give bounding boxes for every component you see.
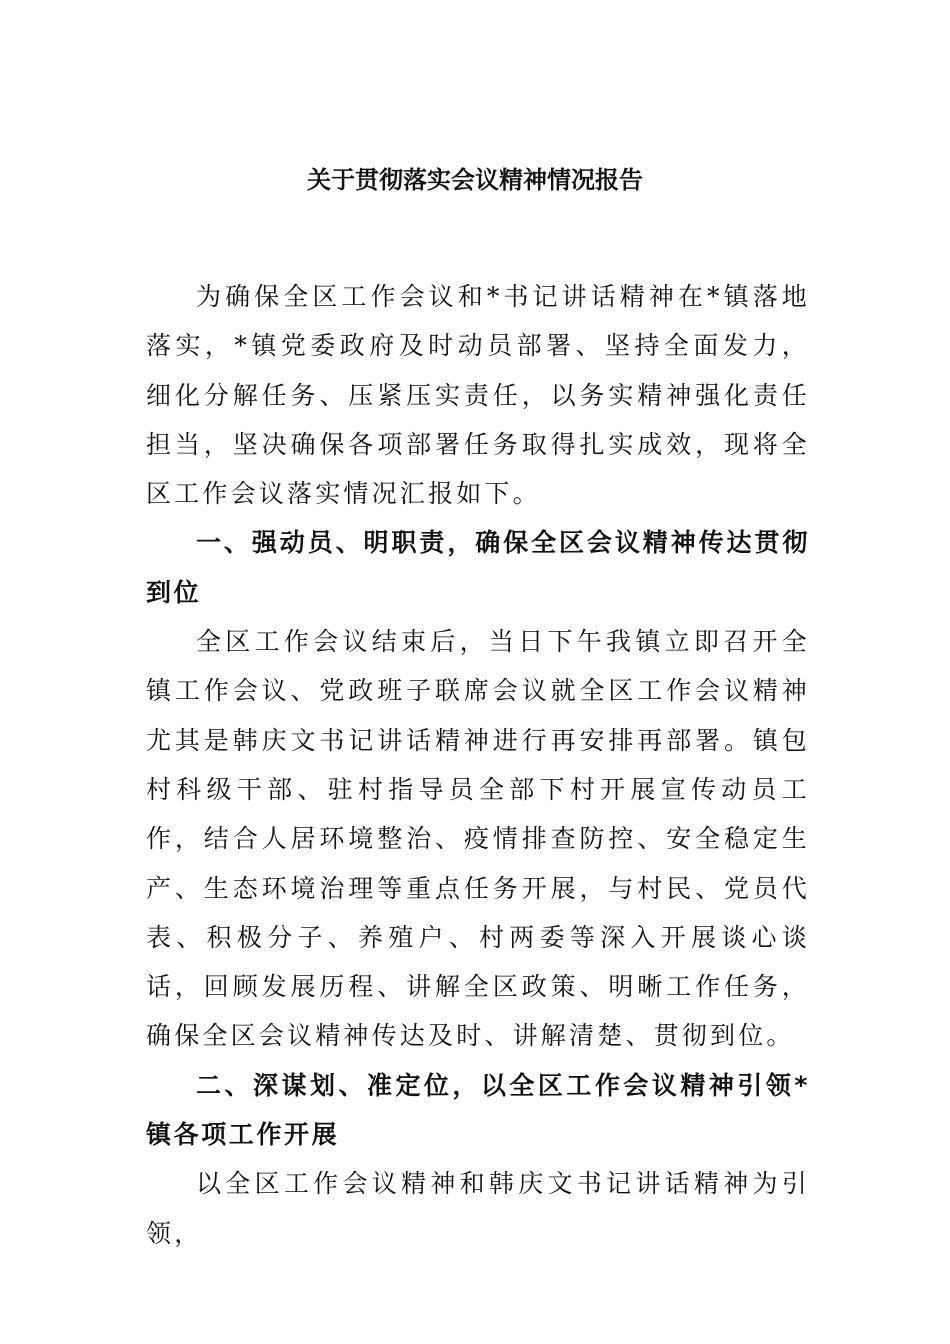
section-heading-2: 二、深谋划、准定位，以全区工作会议精神引领*镇各项工作开展 <box>146 1070 810 1150</box>
document-body <box>146 272 810 1258</box>
document-title: 关于贯彻落实会议精神情况报告 <box>307 166 643 194</box>
section-heading-1: 一、强动员、明职责，确保全区会议精神传达贯彻到位 <box>146 528 810 607</box>
section-1-paragraph: 全区工作会议结束后，当日下午我镇立即召开全镇工作会议、党政班子联席会议就全区工作会议精神尤其是韩庆文书记讲话精神进行再安排再部署。镇包村科级干部、驻村指导员全部下村开展宣传动员工作，结合人居环境整治、疫情排查防控、安全稳定生产、生态环境治理等重点任务开展，与村民、党员代表、积极分子、养殖户、村两委等深入开展谈心谈话，回顾发展历程、讲解全区政策、明晰工作任务，确保全区会议精神传达及时、讲解清楚、贯彻到位。 <box>146 627 810 1051</box>
section-2-paragraph: 以全区工作会议精神和韩庆文书记讲话精神为引领， <box>146 1169 810 1248</box>
intro-paragraph: 为确保全区工作会议和*书记讲话精神在*镇落地落实，*镇党委政府及时动员部署、坚持全面发力，细化分解任务、压紧压实责任，以务实精神强化责任担当，坚决确保各项部署任务取得扎实成效，现将全区工作会议落实情况汇报如下。 <box>146 282 810 509</box>
